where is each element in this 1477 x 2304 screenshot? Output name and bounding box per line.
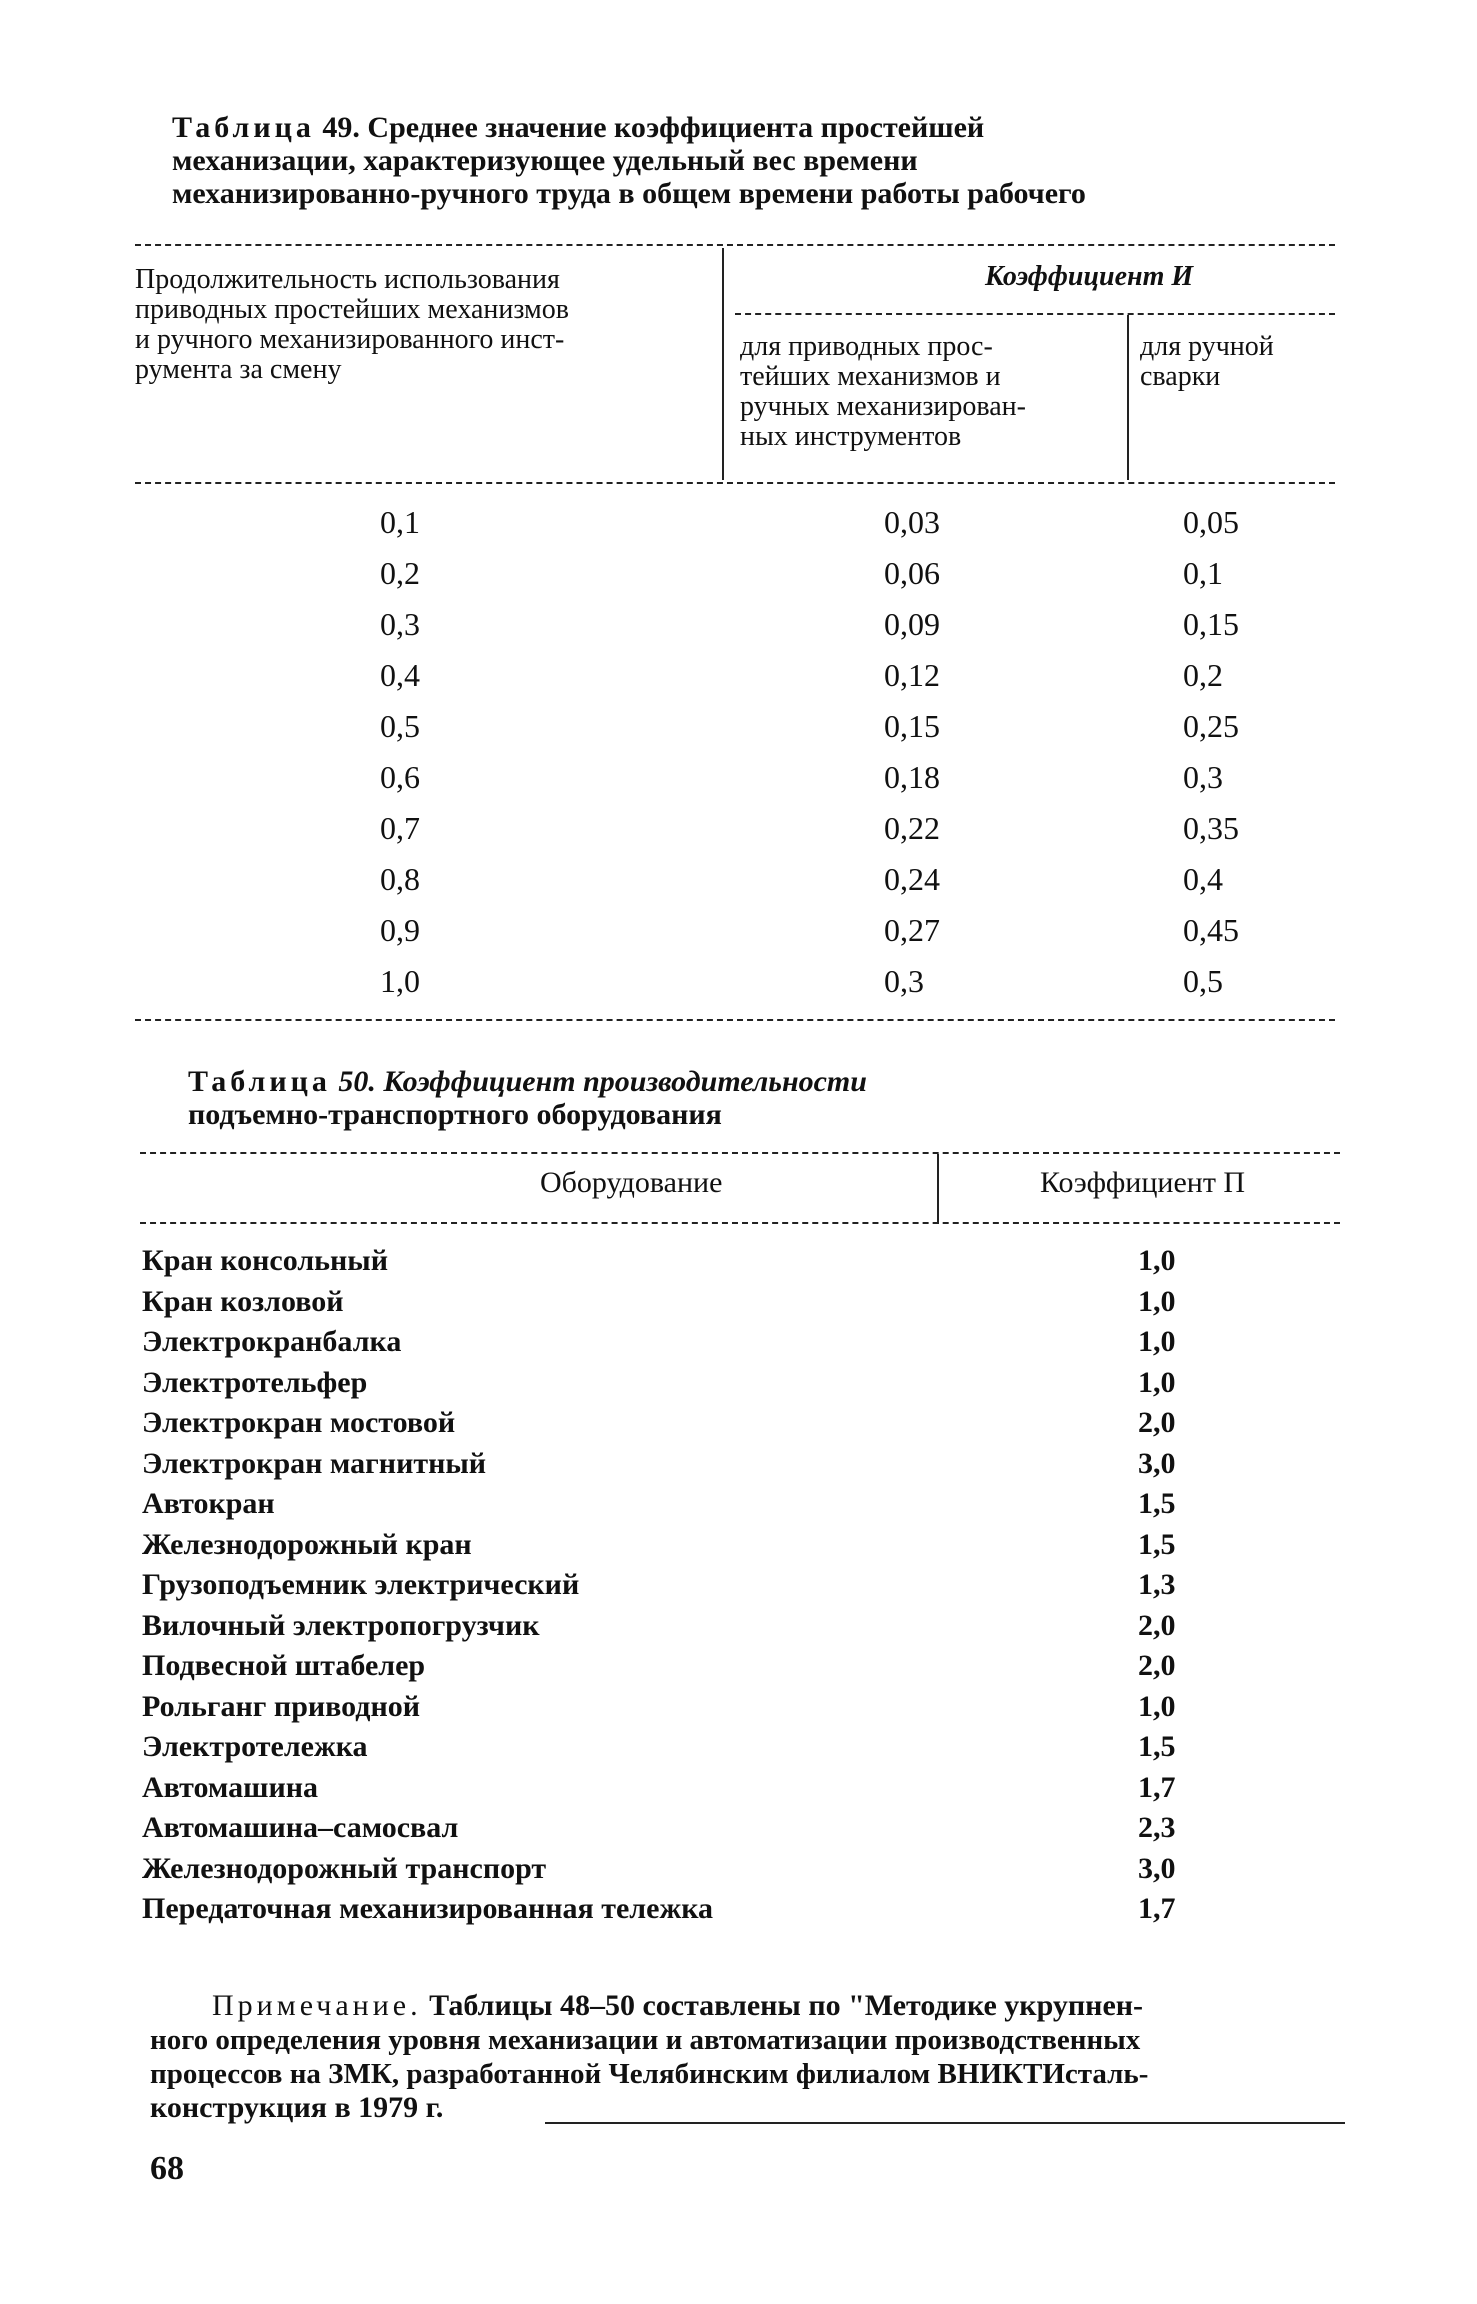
table49-mech-value: 0,06 bbox=[884, 555, 940, 591]
table49-caption-number: 49. bbox=[322, 111, 360, 144]
table49-mech-value: 0,12 bbox=[884, 657, 940, 693]
table49-mech-column bbox=[884, 505, 984, 1015]
table49-bottom-rule bbox=[135, 1019, 1335, 1021]
table49-header-welding: для ручной сварки bbox=[1140, 331, 1274, 392]
table-row: Автомашина 1,7 bbox=[142, 1770, 1176, 1804]
table-row: Железнодорожный транспорт 3,0 bbox=[142, 1851, 1176, 1885]
table50-header-divider bbox=[937, 1154, 939, 1224]
note-label: Примечание. bbox=[212, 1989, 422, 2022]
table50-caption-line-1 bbox=[188, 1066, 867, 1097]
table49-duration-value: 0,8 bbox=[380, 861, 420, 897]
table49-header-group: Коэффициент И bbox=[985, 261, 1194, 292]
table49-mech-value: 0,03 bbox=[884, 504, 940, 540]
table49-weld-value: 0,15 bbox=[1183, 606, 1239, 642]
table49-duration-value: 0,1 bbox=[380, 504, 420, 540]
table-row: Передаточная механизированная тележка 1,7 bbox=[142, 1892, 1176, 1925]
table-row: Грузоподъемник электрический 1,3 bbox=[142, 1568, 1176, 1601]
table49-caption-line-3: механизированно-ручного труда в общем времени работы рабочего bbox=[172, 177, 1086, 210]
table49-caption-line-2: механизации, характеризующее удельный вес времени bbox=[172, 144, 918, 177]
table49-duration-value: 0,7 bbox=[380, 810, 420, 846]
note-underline bbox=[545, 2122, 1345, 2124]
table49-header-bottom-rule bbox=[135, 482, 1335, 484]
table-row: Кран консольный 1,0 bbox=[142, 1244, 1176, 1277]
note-text-1: Таблицы 48–50 составлены по "Методике укрупнен- bbox=[429, 1989, 1144, 2022]
table49-duration-value: 0,9 bbox=[380, 912, 420, 948]
note-line-4: конструкция в 1979 г. bbox=[150, 2091, 444, 2124]
table49-header-duration: Продолжительность использования приводных простейших механизмов и ручного механизированного инст- румента за смену bbox=[135, 264, 569, 385]
note-line-2: ного определения уровня механизации и автоматизации производственных bbox=[150, 2024, 1141, 2056]
table-row: Электрокран мостовой 2,0 bbox=[142, 1406, 1176, 1439]
table50-header-coefficient: Коэффициент П bbox=[1040, 1166, 1246, 1199]
table49-weld-value: 0,35 bbox=[1183, 810, 1239, 846]
note-line-3: процессов на ЗМК, разработанной Челябинским филиалом ВНИКТИсталь- bbox=[150, 2058, 1149, 2090]
table49-weld-value: 0,2 bbox=[1183, 657, 1223, 693]
table49-duration-value: 0,6 bbox=[380, 759, 420, 795]
table49-mech-value: 0,09 bbox=[884, 606, 940, 642]
table49-weld-column bbox=[1183, 505, 1283, 1015]
table50-caption-text-1: Коэффициент производительности bbox=[383, 1065, 867, 1098]
table49-row bbox=[380, 505, 470, 1015]
table-row: Рольганг приводной 1,0 bbox=[142, 1689, 1176, 1723]
table49-weld-value: 0,3 bbox=[1183, 759, 1223, 795]
table-row: Вилочный электропогрузчик 2,0 bbox=[142, 1608, 1176, 1642]
note-line-1 bbox=[212, 1990, 1143, 2022]
table49-caption-label: Таблица bbox=[172, 111, 315, 144]
table49-header-mechanisms: для приводных прос- тейших механизмов и ручных механизирован- ных инструментов bbox=[740, 331, 1026, 452]
table49-group-rule bbox=[735, 313, 1335, 315]
table49-mech-value: 0,27 bbox=[884, 912, 940, 948]
table50-caption-line-2: подъемно-транспортного оборудования bbox=[188, 1098, 722, 1131]
table-row: Подвесной штабелер 2,0 bbox=[142, 1649, 1176, 1682]
table49-subheader-divider bbox=[1127, 315, 1129, 480]
table49-caption-text-1: Среднее значение коэффициента простейшей bbox=[367, 111, 985, 144]
table50-caption-label: Таблица bbox=[188, 1065, 331, 1098]
table50-body bbox=[142, 1245, 1242, 1934]
table-row: Кран козловой 1,0 bbox=[142, 1284, 1176, 1318]
table49-weld-value: 0,25 bbox=[1183, 708, 1239, 744]
table-row: Электротележка 1,5 bbox=[142, 1730, 1176, 1763]
table49-duration-value: 0,4 bbox=[380, 657, 420, 693]
table49-duration-value: 0,5 bbox=[380, 708, 420, 744]
table49-mech-value: 0,24 bbox=[884, 861, 940, 897]
table50-caption-number: 50. bbox=[338, 1065, 376, 1098]
table49-mech-value: 0,22 bbox=[884, 810, 940, 846]
table49-caption-line-1 bbox=[172, 112, 984, 143]
table-row: Автокран 1,5 bbox=[142, 1487, 1176, 1520]
table49-weld-value: 0,45 bbox=[1183, 912, 1239, 948]
table49-weld-value: 0,4 bbox=[1183, 861, 1223, 897]
table49-duration-value: 0,2 bbox=[380, 555, 420, 591]
table49-duration-value: 0,3 bbox=[380, 606, 420, 642]
table49-top-rule bbox=[135, 244, 1335, 246]
table49-weld-value: 0,05 bbox=[1183, 504, 1239, 540]
table49-header-divider bbox=[722, 248, 724, 480]
table49-mech-value: 0,15 bbox=[884, 708, 940, 744]
table49-weld-value: 0,1 bbox=[1183, 555, 1223, 591]
table49-weld-value: 0,5 bbox=[1183, 963, 1223, 999]
table50-header-equipment: Оборудование bbox=[540, 1166, 723, 1199]
table49-mech-value: 0,18 bbox=[884, 759, 940, 795]
table-row: Электротельфер 1,0 bbox=[142, 1365, 1176, 1399]
table50-top-rule bbox=[140, 1152, 1340, 1154]
page-number: 68 bbox=[150, 2150, 184, 2187]
table49-duration-value: 1,0 bbox=[380, 963, 420, 999]
table-row: Автомашина–самосвал 2,3 bbox=[142, 1811, 1176, 1844]
table49-mech-value: 0,3 bbox=[884, 963, 924, 999]
table50-header-bottom-rule bbox=[140, 1222, 1340, 1224]
table-row: Электрокран магнитный 3,0 bbox=[142, 1446, 1176, 1480]
table-row: Железнодорожный кран 1,5 bbox=[142, 1527, 1176, 1561]
table-row: Электрокранбалка 1,0 bbox=[142, 1325, 1176, 1358]
